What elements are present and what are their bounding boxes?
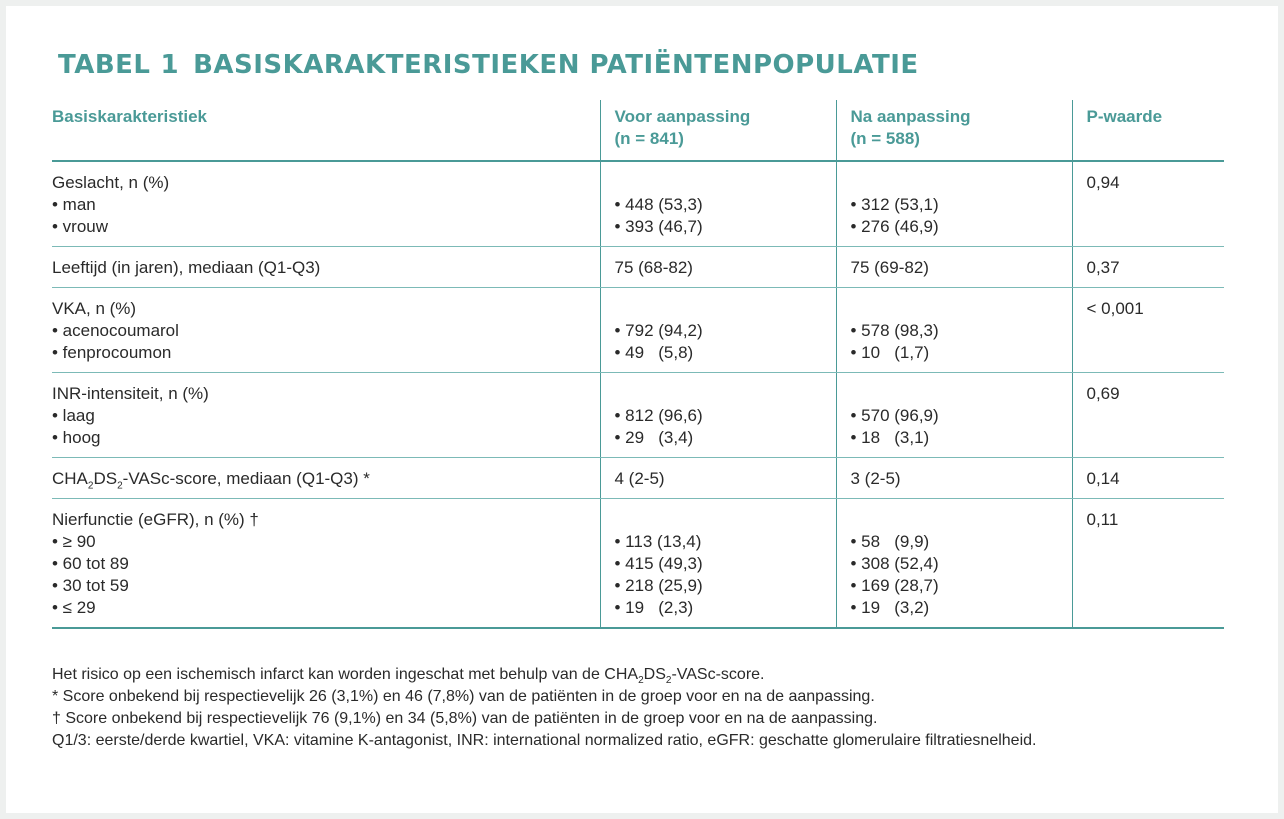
before-cell <box>600 161 836 247</box>
header-before <box>600 100 836 161</box>
title-number: 1 <box>160 50 180 80</box>
after-value: • 10 (1,7) <box>850 343 930 362</box>
table-row <box>52 458 1224 499</box>
before-value: • 393 (46,7) <box>614 217 703 236</box>
row-item: • 60 tot 89 <box>52 554 129 573</box>
footnotes <box>52 664 1242 752</box>
after-value: • 19 (3,2) <box>850 598 930 617</box>
after-value: • 169 (28,7) <box>850 576 939 595</box>
row-item: • man <box>52 195 96 214</box>
after-value: • 312 (53,1) <box>850 195 939 214</box>
before-value: 4 (2-5) <box>600 458 836 499</box>
footnote-part: Het risico op een ischemisch infarct kan worden ingeschat met behulp van de CHA <box>52 666 639 683</box>
footnote-dagger: † Score onbekend bij respectievelijk 76 (9,1%) en 34 (5,8%) van de patiënten in de groep voor en na de aanpassing. <box>52 710 878 727</box>
after-cell <box>836 499 1072 629</box>
row-item: • 30 tot 59 <box>52 576 129 595</box>
after-value: 3 (2-5) <box>836 458 1072 499</box>
table-row <box>52 247 1224 288</box>
header-after <box>836 100 1072 161</box>
footnote-part: -VASc-score. <box>671 666 765 683</box>
before-value: 75 (68-82) <box>600 247 836 288</box>
row-item: • acenocoumarol <box>52 321 179 340</box>
row-label: Leeftijd (in jaren), mediaan (Q1-Q3) <box>52 247 600 288</box>
p-value: < 0,001 <box>1072 288 1224 373</box>
after-value: • 276 (46,9) <box>850 217 939 236</box>
header-after-label: Na aanpassing <box>850 107 971 126</box>
table-row <box>52 499 1224 629</box>
row-item: • vrouw <box>52 217 109 236</box>
before-value: • 415 (49,3) <box>614 554 703 573</box>
before-value: • 29 (3,4) <box>614 428 694 447</box>
before-cell <box>600 288 836 373</box>
table-title <box>58 50 919 80</box>
after-value: 75 (69-82) <box>836 247 1072 288</box>
before-value: • 792 (94,2) <box>614 321 703 340</box>
after-cell <box>836 161 1072 247</box>
label-part: CHA <box>52 469 88 488</box>
row-item: • fenprocoumon <box>52 343 172 362</box>
row-item: • laag <box>52 406 95 425</box>
footnote-part: DS <box>643 666 666 683</box>
row-label: INR-intensiteit, n (%) <box>52 384 209 403</box>
footnote-subscript: 2 <box>665 675 672 687</box>
row-label-cell <box>52 288 600 373</box>
row-label: Geslacht, n (%) <box>52 173 170 192</box>
after-value: • 570 (96,9) <box>850 406 939 425</box>
before-value: • 448 (53,3) <box>614 195 703 214</box>
characteristics-table <box>52 100 1224 629</box>
header-row <box>52 100 1224 161</box>
before-value: • 113 (13,4) <box>614 532 702 551</box>
before-cell <box>600 373 836 458</box>
table-row <box>52 161 1224 247</box>
after-value: • 58 (9,9) <box>850 532 930 551</box>
row-label <box>52 458 600 499</box>
footnote-abbreviations: Q1/3: eerste/derde kwartiel, VKA: vitamine K-antagonist, INR: international normalized ratio, eGFR: geschatte glomerulaire filtratiesnelheid. <box>52 732 1037 749</box>
label-subscript: 2 <box>87 480 94 492</box>
row-item: • ≤ 29 <box>52 598 96 617</box>
label-subscript: 2 <box>117 480 123 492</box>
label-part: -VASc-score, mediaan (Q1-Q3) * <box>122 469 370 488</box>
row-label-cell <box>52 499 600 629</box>
row-label: Nierfunctie (eGFR), n (%) † <box>52 510 259 529</box>
after-value: • 18 (3,1) <box>850 428 930 447</box>
before-value: • 812 (96,6) <box>614 406 703 425</box>
before-value: • 218 (25,9) <box>614 576 703 595</box>
p-value: 0,94 <box>1072 161 1224 247</box>
header-p-value: P-waarde <box>1072 100 1224 161</box>
row-item: • hoog <box>52 428 101 447</box>
after-cell <box>836 373 1072 458</box>
row-label: VKA, n (%) <box>52 299 137 318</box>
row-label-cell <box>52 161 600 247</box>
before-value: • 49 (5,8) <box>614 343 694 362</box>
footnote-subscript: 2 <box>638 675 644 687</box>
table-row <box>52 373 1224 458</box>
header-after-n: (n = 588) <box>850 129 920 148</box>
header-before-label: Voor aanpassing <box>614 107 751 126</box>
title-text: BASISKARAKTERISTIEKEN PATIËNTENPOPULATIE <box>193 50 919 80</box>
p-value: 0,14 <box>1072 458 1224 499</box>
before-value: • 19 (2,3) <box>614 598 694 617</box>
p-value: 0,37 <box>1072 247 1224 288</box>
p-value: 0,11 <box>1072 499 1224 629</box>
footnote-asterisk: * Score onbekend bij respectievelijk 26 (3,1%) en 46 (7,8%) van de patiënten in de groep voor en na de aanpassing. <box>52 688 875 705</box>
header-before-n: (n = 841) <box>614 129 684 148</box>
title-prefix: TABEL <box>58 50 151 80</box>
header-characteristic: Basiskarakteristiek <box>52 100 600 161</box>
row-label-cell <box>52 373 600 458</box>
after-value: • 578 (98,3) <box>850 321 939 340</box>
label-part: DS <box>93 469 118 488</box>
p-value: 0,69 <box>1072 373 1224 458</box>
row-item: • ≥ 90 <box>52 532 96 551</box>
table-row <box>52 288 1224 373</box>
before-cell <box>600 499 836 629</box>
footnote-risk <box>52 664 1242 686</box>
after-cell <box>836 288 1072 373</box>
after-value: • 308 (52,4) <box>850 554 939 573</box>
